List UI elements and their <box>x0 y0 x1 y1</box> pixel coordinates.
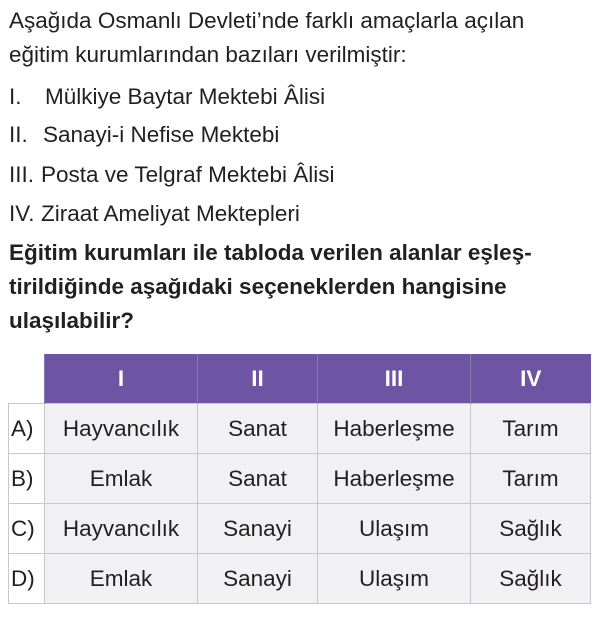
table-row-a[interactable] <box>9 404 591 454</box>
option-label[interactable]: B) <box>9 454 45 504</box>
header-col-1: I <box>45 354 198 404</box>
question-line-2: tirildiğinde aşağıdaki seçeneklerden hangisine <box>9 274 507 299</box>
table-cell: Sağlık <box>471 504 591 554</box>
header-corner <box>9 354 45 404</box>
table-header-row <box>9 354 591 404</box>
table-cell: Ulaşım <box>318 554 471 604</box>
intro-line-1: Aşağıda Osmanlı Devleti’nde farklı amaçlarla açılan <box>9 8 525 33</box>
table-cell: Emlak <box>45 554 198 604</box>
item-number: II. <box>9 122 28 147</box>
table-row-d[interactable] <box>9 554 591 604</box>
table-cell: Tarım <box>471 454 591 504</box>
table-cell: Sanat <box>198 404 318 454</box>
item-text: Ziraat Ameliyat Mektepleri <box>41 201 300 226</box>
answer-table <box>8 354 591 604</box>
table-cell: Hayvancılık <box>45 504 198 554</box>
header-col-3: III <box>318 354 471 404</box>
question-prompt <box>9 236 591 338</box>
table-cell: Haberleşme <box>318 454 471 504</box>
table-row-c[interactable] <box>9 504 591 554</box>
table-cell: Sanayi <box>198 504 318 554</box>
list-item-1 <box>9 82 325 112</box>
list-item-4 <box>9 199 300 229</box>
table-cell: Haberleşme <box>318 404 471 454</box>
header-col-4: IV <box>471 354 591 404</box>
table-cell: Sanat <box>198 454 318 504</box>
option-label[interactable]: D) <box>9 554 45 604</box>
table-cell: Sanayi <box>198 554 318 604</box>
list-item-2 <box>9 120 279 150</box>
question-intro <box>9 4 599 72</box>
option-label[interactable]: C) <box>9 504 45 554</box>
table-cell: Emlak <box>45 454 198 504</box>
item-text: Posta ve Telgraf Mektebi Âlisi <box>41 162 335 187</box>
option-label[interactable]: A) <box>9 404 45 454</box>
header-col-2: II <box>198 354 318 404</box>
item-number: I. <box>9 84 22 109</box>
item-number: III. <box>9 162 35 187</box>
table-cell: Tarım <box>471 404 591 454</box>
table-row-b[interactable] <box>9 454 591 504</box>
list-item-3 <box>9 160 334 190</box>
question-line-3: ulaşılabilir? <box>9 308 135 333</box>
item-text: Sanayi-i Nefise Mektebi <box>43 122 280 147</box>
intro-line-2: eğitim kurumlarından bazıları verilmiştir: <box>9 42 407 67</box>
table-cell: Sağlık <box>471 554 591 604</box>
item-number: IV. <box>9 201 35 226</box>
table-cell: Ulaşım <box>318 504 471 554</box>
item-text: Mülkiye Baytar Mektebi Âlisi <box>45 84 326 109</box>
question-line-1: Eğitim kurumları ile tabloda verilen alanlar eşleş- <box>9 240 532 265</box>
table-cell: Hayvancılık <box>45 404 198 454</box>
